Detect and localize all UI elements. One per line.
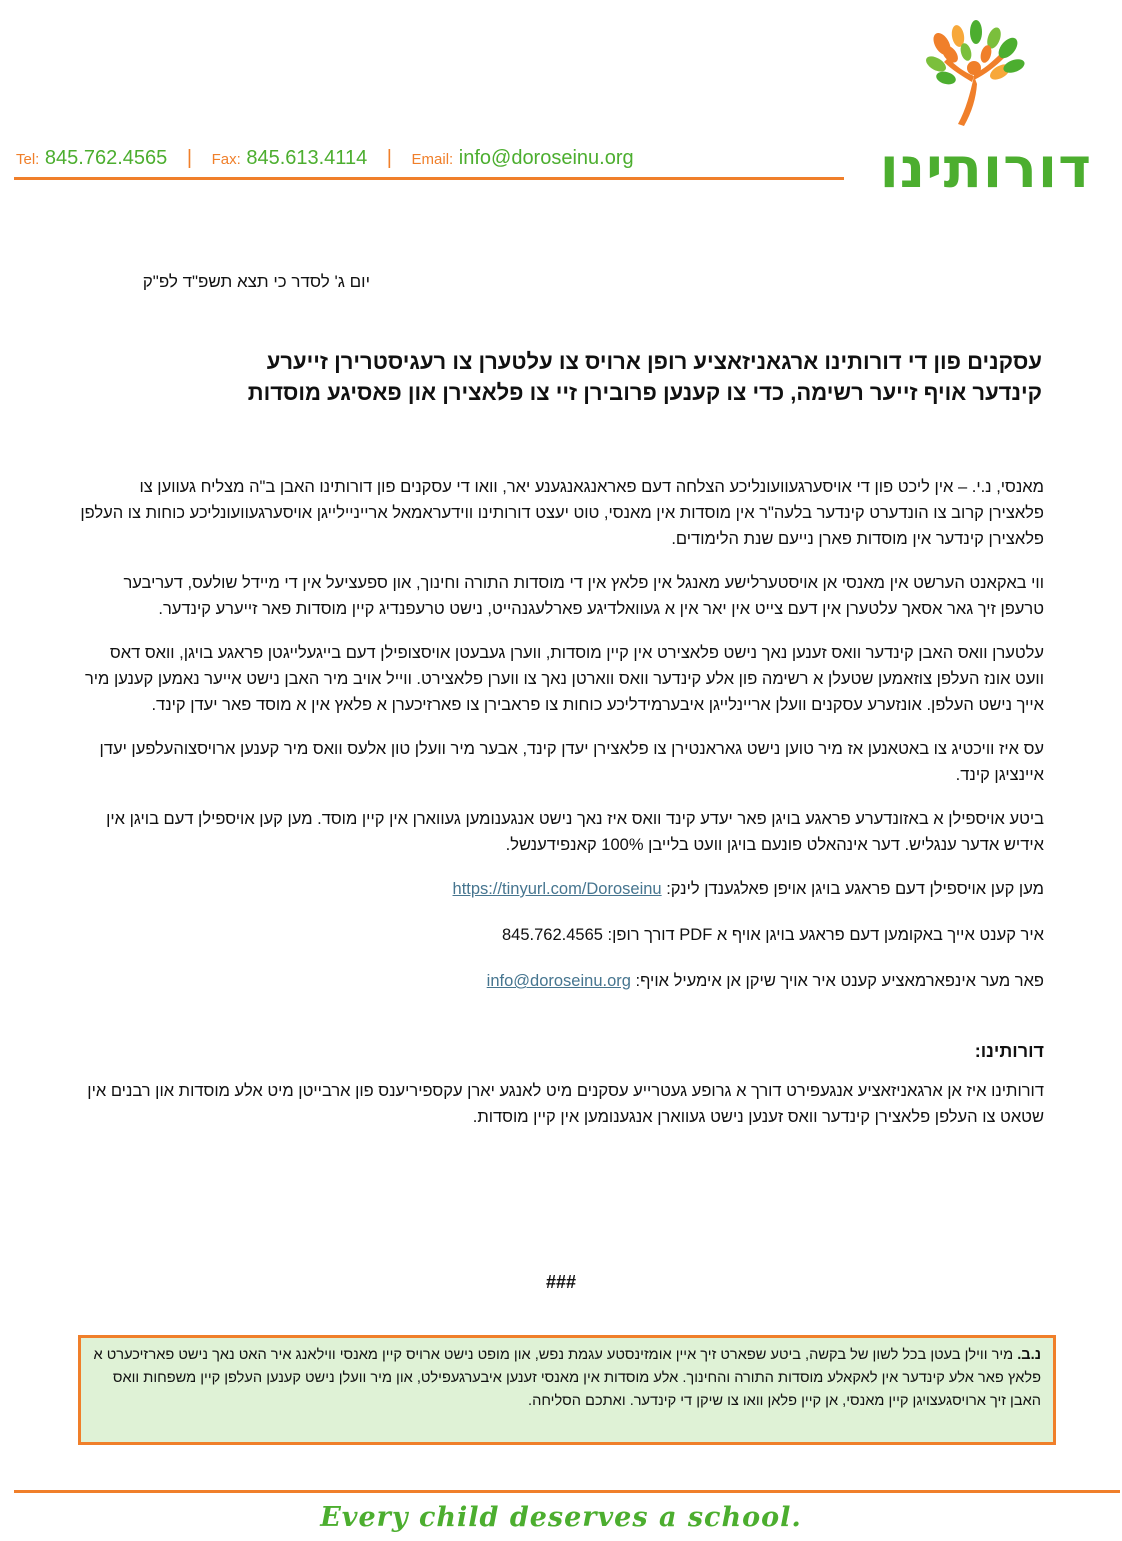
email-text: פאר מער אינפארמאציע קענט איר אויך שיקן אן אימעיל אויף: <box>630 972 1044 990</box>
paragraph: עלטערן וואס האבן קינדער וואס זענען נאך נישט פלאצירט אין קיין מוסדות, ווערן געבעטן אויסצופילן דעם בייגעלייגטן פראגע בויגן, וואס דאס וועט אונז העלפן צוזאמען שטעלן א רשימה פון אלע קינדער וואס ווארטן נאך צו ווערן פלאצירט. ווייל אויב מיר האבן נישט אייער נאמען קענען מיר אייך נישט העלפן. אונזערע עסקנים וועלן אריינלייגן איבערמידליכע כוחות צו פראבירן צו פארזיכערן א פלאץ אין א מוסד פאר יעדן קינד. <box>84 644 1044 714</box>
headline-line: עסקנים פון די דורותינו ארגאניזאציע רופן ארויס צו עלטערן צו רעגיסטרירן זייערע <box>266 349 1042 374</box>
headline-line: קינדער אויף זייער רשימה, כדי צו קענען פרובירן זיי צו פלאצירן און פאסיגע מוסדות <box>247 380 1042 405</box>
paragraph: מאנסי, נ.י. – אין ליכט פון די אויסערגעוועונליכע הצלחה דעם פאראנגאנגענע יאר, וואו די עסקנים פון דורותינו האבן ב"ה מצליח געווען צו פלאצירן קרוב צו הונדערט קינדער בלעה"ר אין מוסדות אין מאנסי, טוט יעצט דורותינו ווידעראמאל ארייניילייגן אויסערגעוועונליכע כוחות צו העלפן פלאצירן קינדער אין מוסדות פארן נייעם שנת הלימודים. <box>80 478 1044 548</box>
about-paragraph: דורותינו איז אן ארגאניזאציע אנגעפירט דורך א גרופע געטרייע עסקנים מיט לאנגע יארן עקספיריענס פון ארבייטן מיט אלע מוסדות און רבנים אין שטאט צו העלפן פלאצירן קינדער וואס זענען נישט געווארן אנגענומען אין קיין מוסדות. <box>87 1082 1044 1126</box>
fax-label: Fax: <box>211 151 241 168</box>
form-link[interactable]: https://tinyurl.com/Doroseinu <box>452 880 662 898</box>
paragraph: איר קענט אייך באקומען דעם פראגע בויגן אויף א PDF דורך רופן: 845.762.4565 <box>502 926 1044 944</box>
about-heading: דורותינו: <box>974 1041 1044 1061</box>
tel-label: Tel: <box>16 151 40 168</box>
end-marker: ### <box>545 1272 577 1292</box>
letter-date: יום ג' לסדר כי תצא תשפ"ד לפ"ק <box>142 272 370 291</box>
logo <box>846 14 1108 201</box>
headline <box>80 346 1042 408</box>
separator: | <box>186 147 193 169</box>
form-link-paragraph <box>80 876 1044 902</box>
footer-slogan: Every child deserves a school. <box>320 1502 802 1533</box>
email-label: Email: <box>411 151 454 168</box>
fax-number: 845.613.4114 <box>246 147 368 169</box>
form-link-text: מען קען אויספילן דעם פראגע בויגן אויפן פאלגענדן לינק: <box>661 880 1044 898</box>
email-paragraph <box>80 968 1044 994</box>
header-divider <box>14 177 844 180</box>
letter-body <box>80 474 1044 1148</box>
note-label: נ.ב. <box>1017 1347 1041 1363</box>
paragraph: ביטע אויספילן א באזונדערע פראגע בויגן פאר יעדע קינד וואס איז נאך נישט אנגענומען געווארן אין קיין מוסד. מען קען אויספילן דעם בויגן אין אידיש אדער ענגליש. דער אינהאלט פונעם בויגן וועט בלייבן 100% קאנפידענשל. <box>106 810 1044 854</box>
tel-number: 845.762.4565 <box>44 147 168 169</box>
footer-divider <box>14 1490 1120 1493</box>
paragraph: עס איז וויכטיג צו באטאנען אז מיר טוען נישט גאראנטירן צו פלאצירן יעדן קינד, אבער מיר וועלן טון אלעס וואס מיר קענען ארויסצוהעלפען יעדן איינציגן קינד. <box>99 740 1044 784</box>
note-text: מיר ווילן בעטן בכל לשון של בקשה, ביטע שפארט זיך איין אומזינסטע עגמת נפש, און מופט נישט ארויס קיין מאנסי ווילאנג איר האט נאך נישט פארזיכערט א פלאץ פאר אלע קינדער אין לאקאלע מוסדות התורה והחינוך. אלע מוסדות אין מאנסי זענען איבערגעפילט, און מיר וועלן נישט קענען העלפן קיין משפחות וואס האבן זיך ארויסגעצויגן קיין מאנסי, אן קיין פלאן וואו צו שיקן די קינדער. ואתכם הסליחה. <box>93 1347 1041 1409</box>
note-box <box>78 1335 1056 1445</box>
paragraph: ווי באקאנט הערשט אין מאנסי אן אויסטערלישע מאנגל אין פלאץ אין די מוסדות התורה וחינוך, און ספעציעל אין די מיידל שולעס, דעריבער טרעפן זיך גאר אסאך עלטערן אין דעם צייט אין יאר אין א געוואלדיגע פארלעגנהייט, נישט טרעפנדיג קיין מוסדות פאר זייערע קינדער. <box>123 574 1044 618</box>
header-email-link[interactable]: info@doroseinu.org <box>458 147 634 169</box>
logo-wordmark: דורותינו <box>879 136 1092 201</box>
email-link[interactable]: info@doroseinu.org <box>486 972 631 990</box>
separator: | <box>386 147 392 169</box>
header-contact-line <box>16 147 634 170</box>
